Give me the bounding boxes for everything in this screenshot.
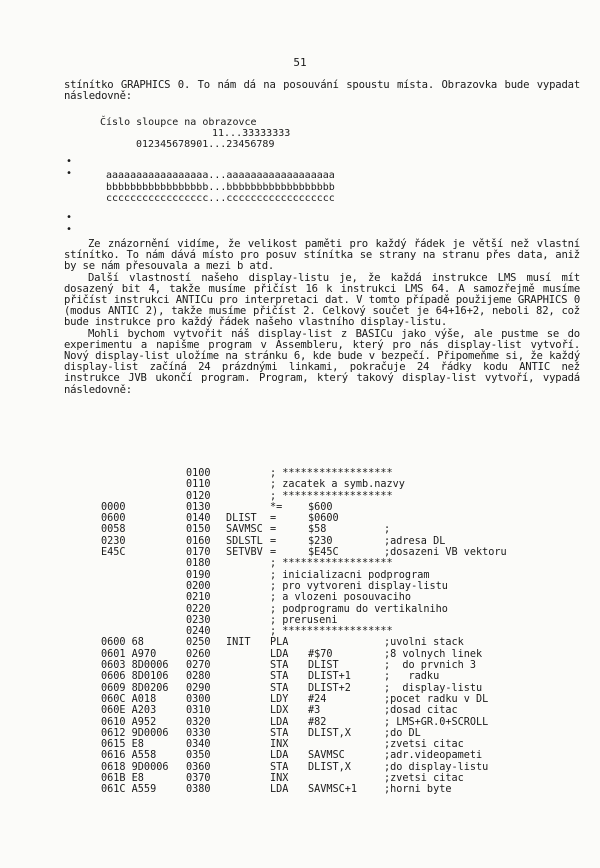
listing-address: 0000 (101, 501, 126, 513)
listing-line-number: 0100 (186, 468, 211, 479)
listing-line-number: 0160 (186, 535, 211, 547)
listing-line-number: 0270 (186, 660, 211, 672)
listing-line-number: 0340 (186, 739, 211, 751)
listing-comment: ;horni byte (384, 784, 452, 796)
listing-comment: ;dosazeni VB vektoru (384, 547, 507, 559)
diagram-ruler-top: 11...33333333 (212, 128, 291, 139)
listing-opcode: ; inicializacni podprogram (270, 569, 430, 581)
listing-row (0, 615, 600, 626)
listing-label: SETVBV (226, 547, 263, 559)
listing-operand: #3 (308, 705, 321, 717)
memory-rows (106, 170, 335, 205)
listing-operand: $0600 (308, 513, 339, 525)
listing-opcode: ; preruseni (270, 614, 338, 626)
listing-address: 0058 (101, 524, 126, 536)
listing-line-number: 0220 (186, 603, 211, 615)
memory-row-a: aaaaaaaaaaaaaaaaa...aaaaaaaaaaaaaaaaaa (106, 170, 335, 181)
listing-comment: ;zvetsi citac (384, 773, 464, 785)
column-diagram (100, 117, 290, 150)
listing-row (0, 513, 600, 524)
bullet-dot: • (66, 224, 73, 235)
listing-line-number: 0230 (186, 614, 211, 626)
paragraph: Další vlastností našeho display-listu je, že každá instrukce LMS musí mít dosazený bit 4, takže musíme přičíst 16 k instrukci LMS 64. A samozřejmě musíme přičíst instrukci ANTICu pro interpretaci dat. V tomto případě použijeme GRAPHICS 0 (modus ANTIC 2), takže musíme přičíst 2. Celkový součet je 64+16+2, neboli 82, což bude instrukce pro každý řádek našeho vlastního display-listu. (64, 271, 580, 329)
listing-comment: ;8 volnych linek (384, 648, 483, 660)
listing-opcode: STA (270, 761, 289, 773)
listing-comment: ;adresa DL (384, 535, 446, 547)
listing-row (0, 683, 600, 694)
listing-comment: ; do prvnich 3 (384, 660, 477, 672)
intro-paragraph: stínítko GRAPHICS 0. To nám dá na posouvání spoustu místa. Obrazovka bude vypadat následovně: (64, 79, 580, 103)
listing-line-number: 0170 (186, 547, 211, 559)
listing-address: 0610 A952 (101, 716, 157, 728)
listing-line-number: 0120 (186, 490, 211, 502)
listing-address: 0612 9D0006 (101, 727, 169, 739)
listing-comment: ;zvetsi citac (384, 739, 464, 751)
listing-row (0, 739, 600, 750)
listing-line-number: 0240 (186, 626, 211, 638)
listing-operand: SAVMSC+1 (308, 784, 358, 796)
listing-comment: ; display-listu (384, 682, 483, 694)
listing-address: 0616 A558 (101, 750, 157, 762)
listing-line-number: 0300 (186, 693, 211, 705)
listing-row (0, 536, 600, 547)
listing-line-number: 0130 (186, 501, 211, 513)
listing-line-number: 0250 (186, 637, 211, 649)
listing-row (0, 491, 600, 502)
listing-line-number: 0210 (186, 592, 211, 604)
listing-opcode: = (270, 513, 277, 525)
listing-row (0, 671, 600, 682)
listing-line-number: 0360 (186, 761, 211, 773)
listing-opcode: ; podprogramu do vertikalniho (270, 603, 448, 615)
listing-address: 0606 8D0106 (101, 671, 169, 683)
listing-address: 061B E8 (101, 773, 144, 785)
diagram-ruler-bottom: 012345678901...23456789 (136, 139, 275, 150)
diagram-caption: Číslo sloupce na obrazovce (100, 117, 257, 128)
listing-operand: #24 (308, 693, 327, 705)
listing-operand: #82 (308, 716, 327, 728)
memory-row-c: ccccccccccccccccc...cccccccccccccccccc (106, 193, 335, 204)
listing-address: 0600 68 (101, 637, 144, 649)
listing-line-number: 0280 (186, 671, 211, 683)
listing-operand: DLIST+1 (308, 671, 351, 683)
listing-operand: DLIST (308, 660, 339, 672)
listing-address: E45C (101, 547, 126, 559)
listing-row (0, 773, 600, 784)
listing-comment: ;uvolni stack (384, 637, 464, 649)
listing-address: 0609 8D0206 (101, 682, 169, 694)
listing-line-number: 0110 (186, 479, 211, 491)
listing-label: INIT (226, 637, 251, 649)
listing-row (0, 570, 600, 581)
listing-address: 0601 A970 (101, 648, 157, 660)
listing-line-number: 0290 (186, 682, 211, 694)
listing-operand: $E45C (308, 547, 339, 559)
listing-line-number: 0370 (186, 773, 211, 785)
listing-row (0, 694, 600, 705)
page-number: 51 (293, 56, 307, 69)
listing-opcode: LDA (270, 750, 289, 762)
listing-opcode: STA (270, 682, 289, 694)
listing-address: 0618 9D0006 (101, 761, 169, 773)
listing-line-number: 0260 (186, 648, 211, 660)
listing-comment: ;pocet radku v DL (384, 693, 489, 705)
listing-operand: SAVMSC (308, 750, 345, 762)
listing-line-number: 0380 (186, 784, 211, 796)
listing-address: 061C A559 (101, 784, 157, 796)
listing-row (0, 558, 600, 569)
listing-row (0, 581, 600, 592)
listing-opcode: LDA (270, 716, 289, 728)
listing-row (0, 637, 600, 648)
listing-row (0, 750, 600, 761)
listing-opcode: ; pro vytvoreni display-listu (270, 580, 448, 592)
listing-row (0, 762, 600, 773)
listing-row (0, 479, 600, 490)
listing-opcode: ; ****************** (270, 468, 393, 479)
listing-line-number: 0140 (186, 513, 211, 525)
listing-comment: ; radku (384, 671, 440, 683)
paragraph: Mohli bychom vytvořit náš display-list z BASICu jako výše, ale pustme se do experimentu a napišme program v Assembleru, který pro nás display-list vytvoří. Nový display-list uložíme na stránku 6, kde bude v bezpečí. Připomeňme si, že každý display-list začíná 24 prázdnými linkami, pokračuje 24 řádky kodu ANTIC než instrukce JVB ukončí program. Program, který takový display-list vytvoří, vypadá následovně: (64, 327, 580, 396)
listing-opcode: = (270, 524, 277, 536)
listing-line-number: 0190 (186, 569, 211, 581)
listing-address: 0600 (101, 513, 126, 525)
listing-address: 060C A018 (101, 693, 157, 705)
bullet-dot: • (66, 212, 73, 223)
listing-comment: ;do display-listu (384, 761, 489, 773)
listing-opcode: ; ****************** (270, 558, 393, 570)
bullet-dot: • (66, 168, 73, 179)
listing-row (0, 547, 600, 558)
listing-opcode: ; zacatek a symb.nazvy (270, 479, 405, 491)
listing-row (0, 649, 600, 660)
listing-line-number: 0180 (186, 558, 211, 570)
listing-operand: #$70 (308, 648, 333, 660)
listing-opcode: *= (270, 501, 283, 513)
listing-opcode: LDA (270, 648, 289, 660)
bullet-dot: • (66, 156, 73, 167)
listing-label: SDLSTL (226, 535, 263, 547)
listing-row (0, 717, 600, 728)
listing-row (0, 468, 600, 479)
listing-opcode: ; ****************** (270, 626, 393, 638)
listing-line-number: 0320 (186, 716, 211, 728)
listing-opcode: ; a vlozeni posouvaciho (270, 592, 412, 604)
assembler-listing (0, 468, 600, 796)
listing-opcode: LDY (270, 693, 289, 705)
listing-opcode: STA (270, 727, 289, 739)
listing-row (0, 604, 600, 615)
listing-row (0, 705, 600, 716)
listing-row (0, 502, 600, 513)
listing-opcode: INX (270, 773, 289, 785)
listing-line-number: 0150 (186, 524, 211, 536)
listing-comment: ; LMS+GR.0+SCROLL (384, 716, 489, 728)
listing-opcode: = (270, 535, 277, 547)
listing-comment: ;dosad citac (384, 705, 458, 717)
listing-operand: DLIST,X (308, 761, 351, 773)
listing-opcode: LDA (270, 784, 289, 796)
listing-address: 060E A203 (101, 705, 157, 717)
listing-operand: $58 (308, 524, 327, 536)
memory-row-b: bbbbbbbbbbbbbbbbb...bbbbbbbbbbbbbbbbbb (106, 181, 335, 193)
listing-operand: $230 (308, 535, 333, 547)
listing-row (0, 524, 600, 535)
listing-address: 0230 (101, 535, 126, 547)
listing-row (0, 626, 600, 637)
listing-opcode: = (270, 547, 277, 559)
listing-label: DLIST (226, 513, 257, 525)
body-text (64, 239, 580, 396)
listing-opcode: LDX (270, 705, 289, 717)
listing-address: 0603 8D0006 (101, 660, 169, 672)
listing-label: SAVMSC (226, 524, 263, 536)
listing-line-number: 0350 (186, 750, 211, 762)
listing-row (0, 728, 600, 739)
listing-row (0, 592, 600, 603)
listing-line-number: 0330 (186, 727, 211, 739)
listing-comment: ; (384, 524, 391, 536)
listing-opcode: PLA (270, 637, 289, 649)
listing-comment: ;adr.videopameti (384, 750, 483, 762)
listing-opcode: STA (270, 671, 289, 683)
listing-comment: ;do DL (384, 727, 421, 739)
listing-address: 0615 E8 (101, 739, 144, 751)
listing-opcode: STA (270, 660, 289, 672)
listing-operand: $600 (308, 501, 333, 513)
listing-line-number: 0310 (186, 705, 211, 717)
listing-operand: DLIST+2 (308, 682, 351, 694)
listing-opcode: ; ****************** (270, 490, 393, 502)
listing-operand: DLIST,X (308, 727, 351, 739)
paragraph: Ze znázornění vidíme, že velikost paměti pro každý řádek je větší než vlastní stínítko. To nám dává místo pro posuv stínítka se strany na stranu přes data, aniž by se nám přesouvala a mezi b atd. (64, 238, 580, 273)
listing-line-number: 0200 (186, 580, 211, 592)
listing-opcode: INX (270, 739, 289, 751)
listing-row (0, 660, 600, 671)
listing-row (0, 784, 600, 795)
